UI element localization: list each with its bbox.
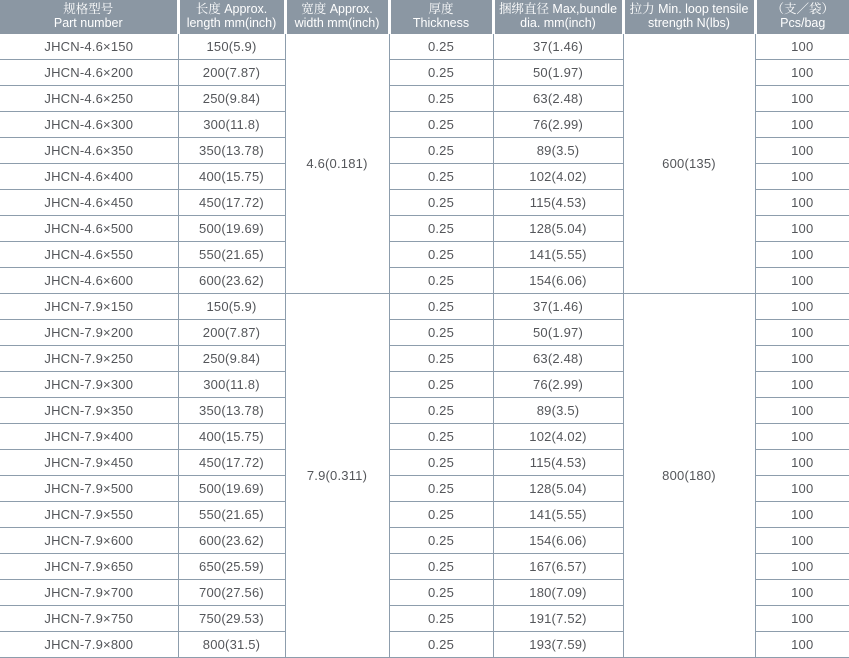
part-number-cell: JHCN-7.9×600 <box>0 528 178 554</box>
part-number-cell: JHCN-7.9×550 <box>0 502 178 528</box>
part-number-cell: JHCN-4.6×500 <box>0 216 178 242</box>
length-cell: 350(13.78) <box>178 138 285 164</box>
pcs-per-bag-cell: 100 <box>755 138 849 164</box>
thickness-cell: 0.25 <box>389 164 493 190</box>
header-bundle-dia-en: dia. mm(inch) <box>495 16 622 30</box>
length-cell: 500(19.69) <box>178 216 285 242</box>
pcs-per-bag-cell: 100 <box>755 346 849 372</box>
bundle-dia-cell: 37(1.46) <box>493 34 623 60</box>
thickness-cell: 0.25 <box>389 86 493 112</box>
part-number-cell: JHCN-7.9×500 <box>0 476 178 502</box>
thickness-cell: 0.25 <box>389 554 493 580</box>
thickness-cell: 0.25 <box>389 632 493 658</box>
spec-table-body <box>0 34 849 658</box>
pcs-per-bag-cell: 100 <box>755 60 849 86</box>
part-number-cell: JHCN-4.6×350 <box>0 138 178 164</box>
pcs-per-bag-cell: 100 <box>755 294 849 320</box>
header-bundle-dia-zh: 捆绑直径 Max,bundle <box>495 2 622 16</box>
part-number-cell: JHCN-7.9×650 <box>0 554 178 580</box>
thickness-cell: 0.25 <box>389 60 493 86</box>
pcs-per-bag-cell: 100 <box>755 242 849 268</box>
part-number-cell: JHCN-7.9×250 <box>0 346 178 372</box>
length-cell: 250(9.84) <box>178 86 285 112</box>
bundle-dia-cell: 76(2.99) <box>493 112 623 138</box>
thickness-cell: 0.25 <box>389 268 493 294</box>
bundle-dia-cell: 167(6.57) <box>493 554 623 580</box>
table-row <box>0 34 849 60</box>
length-cell: 700(27.56) <box>178 580 285 606</box>
thickness-cell: 0.25 <box>389 190 493 216</box>
part-number-cell: JHCN-7.9×450 <box>0 450 178 476</box>
part-number-cell: JHCN-4.6×600 <box>0 268 178 294</box>
part-number-cell: JHCN-7.9×400 <box>0 424 178 450</box>
pcs-per-bag-cell: 100 <box>755 34 849 60</box>
header-pcs-per-bag <box>755 0 849 34</box>
thickness-cell: 0.25 <box>389 606 493 632</box>
length-cell: 300(11.8) <box>178 112 285 138</box>
header-thickness <box>389 0 493 34</box>
pcs-per-bag-cell: 100 <box>755 476 849 502</box>
pcs-per-bag-cell: 100 <box>755 164 849 190</box>
bundle-dia-cell: 193(7.59) <box>493 632 623 658</box>
length-cell: 650(25.59) <box>178 554 285 580</box>
bundle-dia-cell: 180(7.09) <box>493 580 623 606</box>
thickness-cell: 0.25 <box>389 294 493 320</box>
thickness-cell: 0.25 <box>389 424 493 450</box>
header-width-en: width mm(inch) <box>287 16 388 30</box>
bundle-dia-cell: 89(3.5) <box>493 138 623 164</box>
length-cell: 550(21.65) <box>178 242 285 268</box>
thickness-cell: 0.25 <box>389 346 493 372</box>
bundle-dia-cell: 50(1.97) <box>493 60 623 86</box>
header-width-zh: 宽度 Approx. <box>287 2 388 16</box>
pcs-per-bag-cell: 100 <box>755 450 849 476</box>
bundle-dia-cell: 115(4.53) <box>493 450 623 476</box>
header-length-en: length mm(inch) <box>180 16 284 30</box>
length-cell: 600(23.62) <box>178 268 285 294</box>
part-number-cell: JHCN-4.6×200 <box>0 60 178 86</box>
thickness-cell: 0.25 <box>389 580 493 606</box>
length-cell: 400(15.75) <box>178 424 285 450</box>
header-part-number <box>0 0 178 34</box>
bundle-dia-cell: 128(5.04) <box>493 476 623 502</box>
length-cell: 400(15.75) <box>178 164 285 190</box>
bundle-dia-cell: 141(5.55) <box>493 242 623 268</box>
part-number-cell: JHCN-4.6×300 <box>0 112 178 138</box>
pcs-per-bag-cell: 100 <box>755 190 849 216</box>
length-cell: 200(7.87) <box>178 320 285 346</box>
header-tensile-strength-en: strength N(lbs) <box>625 16 754 30</box>
header-part-number-zh: 规格型号 <box>0 2 177 16</box>
pcs-per-bag-cell: 100 <box>755 606 849 632</box>
pcs-per-bag-cell: 100 <box>755 580 849 606</box>
thickness-cell: 0.25 <box>389 320 493 346</box>
part-number-cell: JHCN-7.9×350 <box>0 398 178 424</box>
part-number-cell: JHCN-7.9×300 <box>0 372 178 398</box>
bundle-dia-cell: 102(4.02) <box>493 424 623 450</box>
thickness-cell: 0.25 <box>389 112 493 138</box>
pcs-per-bag-cell: 100 <box>755 398 849 424</box>
bundle-dia-cell: 89(3.5) <box>493 398 623 424</box>
part-number-cell: JHCN-7.9×150 <box>0 294 178 320</box>
header-pcs-per-bag-zh: （支／袋） <box>757 2 849 16</box>
thickness-cell: 0.25 <box>389 34 493 60</box>
pcs-per-bag-cell: 100 <box>755 86 849 112</box>
thickness-cell: 0.25 <box>389 502 493 528</box>
pcs-per-bag-cell: 100 <box>755 216 849 242</box>
table-row <box>0 294 849 320</box>
thickness-cell: 0.25 <box>389 476 493 502</box>
pcs-per-bag-cell: 100 <box>755 632 849 658</box>
pcs-per-bag-cell: 100 <box>755 502 849 528</box>
pcs-per-bag-cell: 100 <box>755 528 849 554</box>
width-merged-cell: 7.9(0.311) <box>285 294 389 658</box>
length-cell: 450(17.72) <box>178 450 285 476</box>
bundle-dia-cell: 115(4.53) <box>493 190 623 216</box>
bundle-dia-cell: 154(6.06) <box>493 528 623 554</box>
bundle-dia-cell: 76(2.99) <box>493 372 623 398</box>
pcs-per-bag-cell: 100 <box>755 554 849 580</box>
header-thickness-en: Thickness <box>391 16 492 30</box>
length-cell: 300(11.8) <box>178 372 285 398</box>
bundle-dia-cell: 141(5.55) <box>493 502 623 528</box>
pcs-per-bag-cell: 100 <box>755 424 849 450</box>
length-cell: 500(19.69) <box>178 476 285 502</box>
header-tensile-strength-zh: 拉力 Min. loop tensile <box>625 2 754 16</box>
thickness-cell: 0.25 <box>389 450 493 476</box>
length-cell: 150(5.9) <box>178 294 285 320</box>
part-number-cell: JHCN-4.6×400 <box>0 164 178 190</box>
part-number-cell: JHCN-7.9×200 <box>0 320 178 346</box>
header-tensile-strength <box>623 0 755 34</box>
bundle-dia-cell: 102(4.02) <box>493 164 623 190</box>
tensile-strength-merged-cell: 800(180) <box>623 294 755 658</box>
length-cell: 150(5.9) <box>178 34 285 60</box>
part-number-cell: JHCN-7.9×700 <box>0 580 178 606</box>
bundle-dia-cell: 191(7.52) <box>493 606 623 632</box>
header-length <box>178 0 285 34</box>
header-row <box>0 0 849 34</box>
thickness-cell: 0.25 <box>389 242 493 268</box>
pcs-per-bag-cell: 100 <box>755 112 849 138</box>
thickness-cell: 0.25 <box>389 528 493 554</box>
length-cell: 800(31.5) <box>178 632 285 658</box>
bundle-dia-cell: 50(1.97) <box>493 320 623 346</box>
length-cell: 750(29.53) <box>178 606 285 632</box>
thickness-cell: 0.25 <box>389 372 493 398</box>
part-number-cell: JHCN-7.9×800 <box>0 632 178 658</box>
length-cell: 250(9.84) <box>178 346 285 372</box>
thickness-cell: 0.25 <box>389 138 493 164</box>
part-number-cell: JHCN-4.6×250 <box>0 86 178 112</box>
part-number-cell: JHCN-7.9×750 <box>0 606 178 632</box>
spec-table-header <box>0 0 849 34</box>
pcs-per-bag-cell: 100 <box>755 268 849 294</box>
length-cell: 550(21.65) <box>178 502 285 528</box>
header-bundle-dia <box>493 0 623 34</box>
pcs-per-bag-cell: 100 <box>755 372 849 398</box>
bundle-dia-cell: 37(1.46) <box>493 294 623 320</box>
header-part-number-en: Part number <box>0 16 177 30</box>
part-number-cell: JHCN-4.6×150 <box>0 34 178 60</box>
part-number-cell: JHCN-4.6×550 <box>0 242 178 268</box>
length-cell: 450(17.72) <box>178 190 285 216</box>
length-cell: 350(13.78) <box>178 398 285 424</box>
bundle-dia-cell: 63(2.48) <box>493 86 623 112</box>
length-cell: 200(7.87) <box>178 60 285 86</box>
header-pcs-per-bag-en: Pcs/bag <box>757 16 849 30</box>
tensile-strength-merged-cell: 600(135) <box>623 34 755 294</box>
header-length-zh: 长度 Approx. <box>180 2 284 16</box>
bundle-dia-cell: 154(6.06) <box>493 268 623 294</box>
header-thickness-zh: 厚度 <box>391 2 492 16</box>
length-cell: 600(23.62) <box>178 528 285 554</box>
part-number-cell: JHCN-4.6×450 <box>0 190 178 216</box>
pcs-per-bag-cell: 100 <box>755 320 849 346</box>
bundle-dia-cell: 128(5.04) <box>493 216 623 242</box>
width-merged-cell: 4.6(0.181) <box>285 34 389 294</box>
bundle-dia-cell: 63(2.48) <box>493 346 623 372</box>
thickness-cell: 0.25 <box>389 216 493 242</box>
header-width <box>285 0 389 34</box>
thickness-cell: 0.25 <box>389 398 493 424</box>
